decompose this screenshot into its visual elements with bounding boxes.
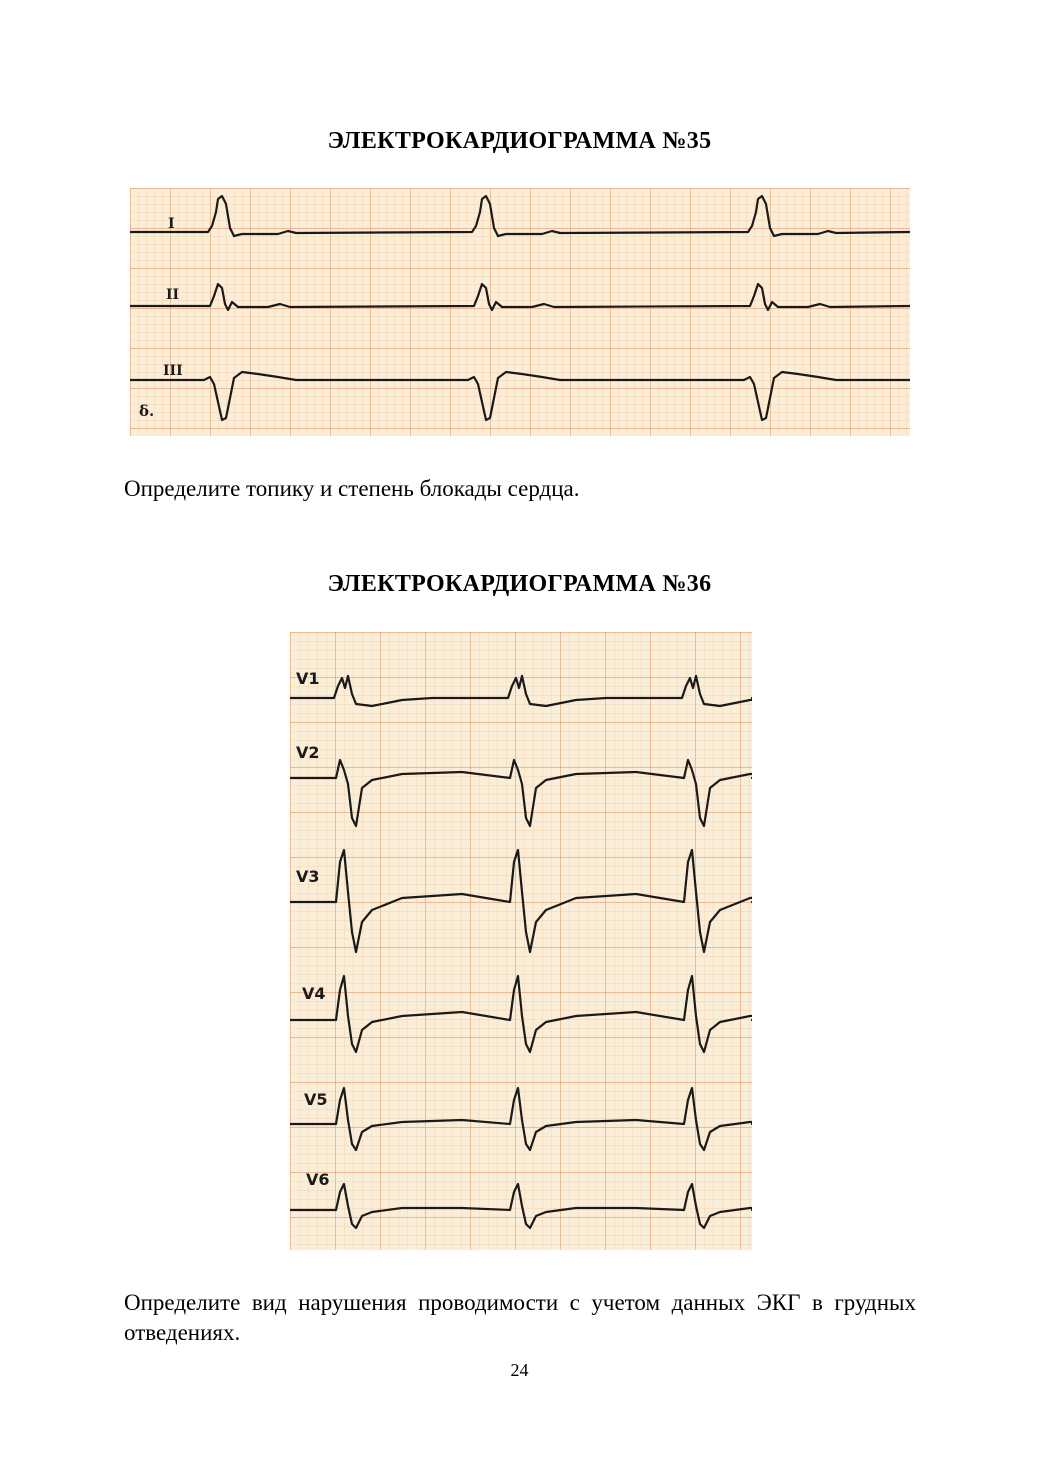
- lead-label-V4: V4: [302, 984, 326, 1003]
- lead-label-V6: V6: [306, 1170, 330, 1189]
- lead-label-I: I: [168, 216, 175, 232]
- lead-label-V1: V1: [296, 669, 320, 688]
- ecg36-title: ЭЛЕКТРОКАРДИОГРАММА №36: [327, 571, 712, 597]
- ecg35-figure: [130, 188, 910, 436]
- page-number: 24: [510, 1360, 529, 1380]
- lead-marker: δ.: [139, 402, 155, 420]
- grid-lines: [130, 188, 910, 436]
- ecg36-question: Определите вид нарушения проводимости с учетом данных ЭКГ в грудных отведениях.: [124, 1290, 916, 1345]
- lead-label-II: II: [166, 287, 180, 303]
- ecg35-question: Определите топику и степень блокады сердца.: [124, 476, 580, 501]
- lead-label-V5: V5: [304, 1090, 328, 1109]
- lead-label-III: III: [163, 363, 183, 379]
- lead-label-V3: V3: [296, 867, 320, 886]
- lead-label-V2: V2: [296, 743, 320, 762]
- ecg35-title: ЭЛЕКТРОКАРДИОГРАММА №35: [327, 128, 712, 154]
- ecg36-figure: [290, 632, 752, 1250]
